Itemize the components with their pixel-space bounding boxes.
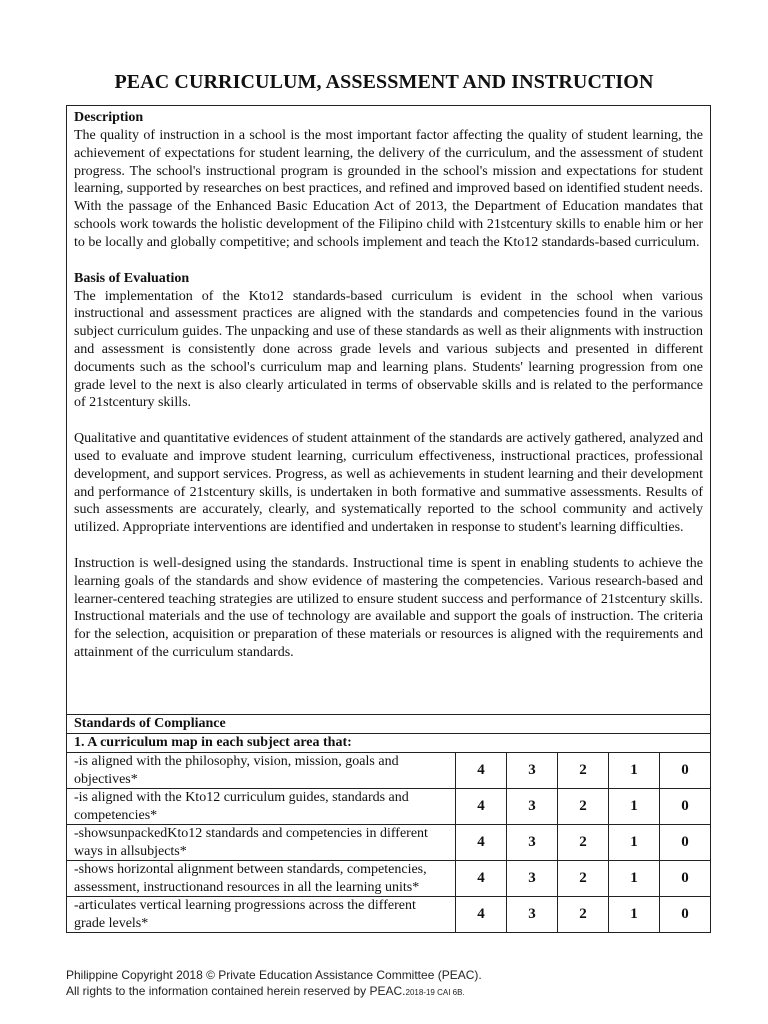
- rating-1[interactable]: 1: [609, 753, 660, 789]
- standards-subheading: 1. A curriculum map in each subject area that:: [67, 734, 711, 753]
- rating-0[interactable]: 0: [660, 861, 711, 897]
- rating-1[interactable]: 1: [609, 789, 660, 825]
- rights-text: All rights to the information contained herein reserved by PEAC.: [66, 984, 406, 998]
- footer: [66, 967, 482, 1001]
- description-box: [66, 105, 711, 715]
- table-row: [67, 825, 711, 861]
- rating-1[interactable]: 1: [609, 897, 660, 933]
- table-row: [67, 789, 711, 825]
- rating-0[interactable]: 0: [660, 825, 711, 861]
- standard-item: -shows horizontal alignment between standards, competencies, assessment, instructionand resources in all the learning units*: [67, 861, 456, 897]
- rating-0[interactable]: 0: [660, 789, 711, 825]
- rating-1[interactable]: 1: [609, 861, 660, 897]
- rating-3[interactable]: 3: [507, 897, 558, 933]
- rating-4[interactable]: 4: [456, 753, 507, 789]
- rating-2[interactable]: 2: [558, 753, 609, 789]
- rating-4[interactable]: 4: [456, 789, 507, 825]
- description-text: The quality of instruction in a school is the most important factor affecting the quality of student learning, the achievement of expectations for student learning, the delivery of the curriculum, and the assessment of student progress. The school's instructional program is grounded in the school's mission and expectations for student learning, supported by researches on best practices, and refined and improved based on identified student needs. With the passage of the Enhanced Basic Education Act of 2013, the Department of Education mandates that schools work towards the holistic development of the Filipino child with 21stcentury skills to enable him or her to be locally and globally competitive; and schools implement and teach the Kto12 standards-based curriculum.: [74, 128, 703, 250]
- rating-1[interactable]: 1: [609, 825, 660, 861]
- table-row: [67, 897, 711, 933]
- rating-4[interactable]: 4: [456, 861, 507, 897]
- copyright-line: Philippine Copyright 2018 © Private Education Assistance Committee (PEAC).: [66, 968, 482, 982]
- page-title: PEAC CURRICULUM, ASSESSMENT AND INSTRUCTION: [114, 71, 654, 93]
- rating-3[interactable]: 3: [507, 789, 558, 825]
- standards-table: [66, 714, 711, 933]
- rating-2[interactable]: 2: [558, 897, 609, 933]
- table-row: [67, 753, 711, 789]
- rights-line: [66, 983, 482, 1001]
- standard-item: -showsunpackedKto12 standards and competencies in different ways in allsubjects*: [67, 825, 456, 861]
- rating-0[interactable]: 0: [660, 753, 711, 789]
- table-row: [67, 861, 711, 897]
- rating-3[interactable]: 3: [507, 825, 558, 861]
- description-heading: Description: [74, 110, 144, 125]
- standard-item: -articulates vertical learning progressions across the different grade levels*: [67, 897, 456, 933]
- rating-2[interactable]: 2: [558, 789, 609, 825]
- rating-3[interactable]: 3: [507, 753, 558, 789]
- standard-item: -is aligned with the Kto12 curriculum guides, standards and competencies*: [67, 789, 456, 825]
- rating-3[interactable]: 3: [507, 861, 558, 897]
- standard-item: -is aligned with the philosophy, vision, mission, goals and objectives*: [67, 753, 456, 789]
- rating-0[interactable]: 0: [660, 897, 711, 933]
- rating-2[interactable]: 2: [558, 825, 609, 861]
- document-code: 2018-19 CAI 6B.: [405, 988, 465, 997]
- basis-heading: Basis of Evaluation: [74, 270, 190, 286]
- rating-2[interactable]: 2: [558, 861, 609, 897]
- rating-4[interactable]: 4: [456, 897, 507, 933]
- basis-paragraph-3: Instruction is well-designed using the standards. Instructional time is spent in enabling students to achieve the learning goals of the standards and show evidence of mastering the competencies. Various research-based and learner-centered teaching strategies are utilized to ensure student success and performance of 21stcentury skills. Instructional materials and the use of technology are available and support the goals of instruction. The criteria for the selection, acquisition or preparation of these materials or resources is aligned with the requirements and attainment of the curriculum standards.: [74, 555, 703, 660]
- basis-paragraph-1: The implementation of the Kto12 standards-based curriculum is evident in the school when various instructional and assessment practices are aligned with the standards and competencies found in the various subject curriculum guides. The unpacking and use of these standards as well as their alignments with instruction and assessment is consistently done across grade levels and various subjects and presented in different documents such as the school's curriculum map and learning plans. Students' learning progression from one grade level to the next is also clearly articulated in terms of observable skills and is related to the performance of 21stcentury skills.: [74, 288, 703, 411]
- rating-4[interactable]: 4: [456, 825, 507, 861]
- standards-heading: Standards of Compliance: [67, 715, 711, 734]
- basis-paragraph-2: Qualitative and quantitative evidences of student attainment of the standards are actively gathered, analyzed and used to evaluate and improve student learning, curriculum effectiveness, instructional practices, professional development, and support services. Progress, as well as achievements in student learning and their development and performance of 21stcentury skills, is undertaken in both formative and summative assessments. Results of such assessments are accurately, clearly, and systematically reported to the school community and actively utilized. Appropriate interventions are identified and undertaken in response to student's learning difficulties.: [74, 431, 703, 536]
